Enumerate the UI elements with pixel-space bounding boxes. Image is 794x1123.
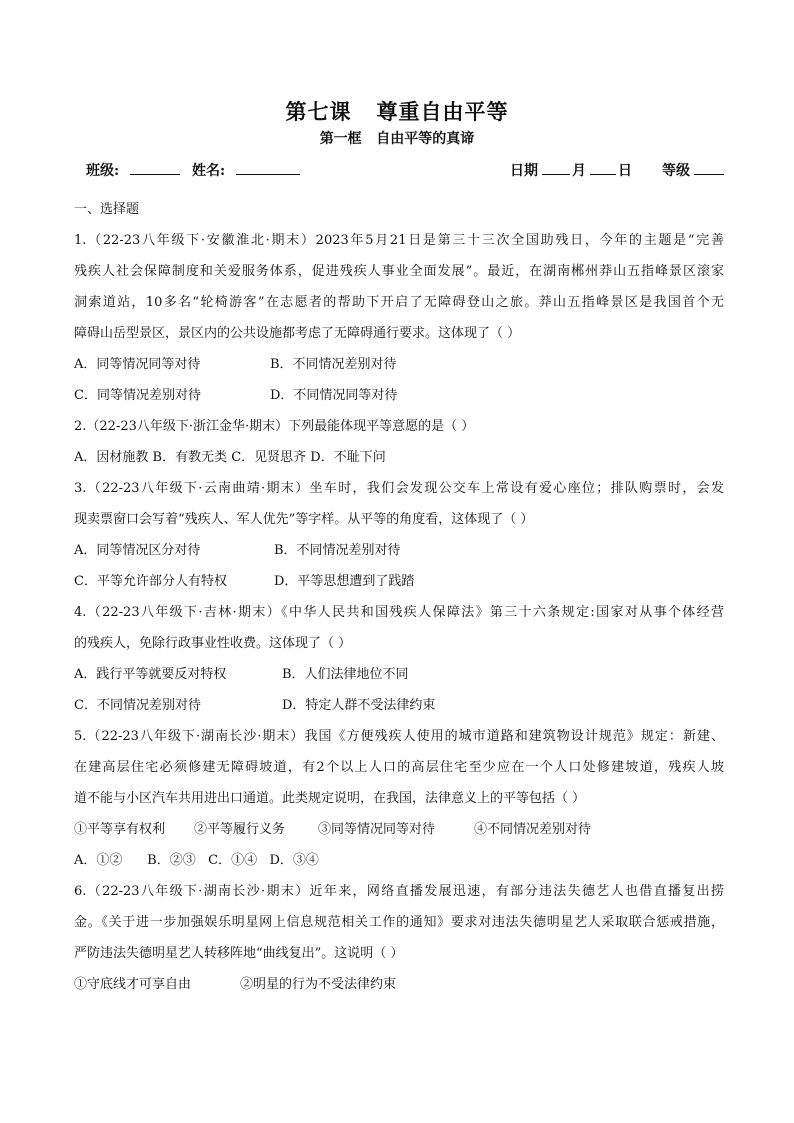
date-blank [542,160,570,179]
q6-item: ①守底线才可享自由 [74,977,192,992]
q1-options-row [74,380,724,411]
q3-line: 3.（22-23八年级下·云南曲靖·期末）坐车时，我们会发现公交车上常设有爱心座位；排队购票时，会发 [74,481,724,496]
q4-options-row [74,690,724,721]
q3-option-c: C．平等允许部分人有特权 [74,574,227,589]
page-subtitle: 第一框 自由平等的真谛 [319,131,475,147]
q5-item: ①平等享有权利 [74,822,166,837]
q5-line: 道不能与小区汽车共用进出口通道。此类规定说明，在我国，法律意义上的平等包括（ ） [74,791,586,806]
q2-options: A．因材施教 B．有教无类 C．见贤思齐 D．不耻下问 [74,450,386,465]
q6-item: ②明星的行为不受法律约束 [240,977,397,992]
name-label: 姓名: [192,163,226,179]
q4-line: 4.（22-23八年级下·吉林·期末）《中华人民共和国残疾人保障法》第三十六条规定:国家对从事个体经营 [74,605,724,620]
q5-item: ②平等履行义务 [194,822,286,837]
q6-line: 6.（22-23八年级下·湖南长沙·期末）近年来，网络直播发展迅速，有部分违法失德艺人也借直播复出捞 [74,884,724,899]
class-blank [130,160,180,179]
student-info-bar [86,160,726,180]
q3-line: 现卖票窗口会写着“残疾人、军人优先”等字样。从平等的角度看，这体现了（ ） [74,512,534,527]
q1-option-d: D．不同情况同等对待 [270,388,398,403]
q1-line: 残疾人社会保障制度和关爱服务体系，促进残疾人事业全面发展”。最近，在湖南郴州莽山五指峰景区滚家 [74,264,724,279]
q1-line: 障碍山岳型景区，景区内的公共设施都考虑了无障碍通行要求。这体现了（ ） [74,326,521,341]
q1-option-a: A．同等情况同等对待 [74,357,201,372]
month-blank [590,160,616,179]
q4-line: 的残疾人，免除行政事业性收费。这体现了（ ） [74,636,352,651]
q3-options-row [74,566,724,597]
q4-options-row [74,659,724,690]
q3-option-b: B．不同情况差别对待 [274,543,401,558]
q5-line: 在建高层住宅必须修建无障碍坡道，有2个以上人口的高层住宅至少应在一个人口处修建坡道，残疾人坡 [74,760,724,775]
grade-label: 等级 [662,163,690,179]
q2-stem: 2.（22-23八年级下·浙江金华·期末）下列最能体现平等意愿的是（ ） [74,419,475,434]
class-label: 班级: [86,163,120,179]
q5-item: ④不同情况差别对待 [474,822,592,837]
q1-line: 1.（22-23八年级下·安徽淮北·期末）2023年5月21日是第三十三次全国助残日，今年的主题是“完善 [74,233,724,248]
q5-items-row [74,814,724,845]
q4-option-d: D．特定人群不受法律约束 [282,698,436,713]
month-label: 月 [572,163,586,179]
q6-line: 严防违法失德明星艺人转移阵地“曲线复出”。这说明（ ） [74,946,404,961]
name-blank [236,160,300,179]
question-content [74,194,724,1000]
q3-option-d: D．平等思想遭到了践踏 [274,574,415,589]
q1-options-row [74,349,724,380]
day-label: 日 [618,163,632,179]
q6-line: 金。《关于进一步加强娱乐明星网上信息规范相关工作的通知》要求对违法失德明星艺人采取联合惩戒措施， [74,915,724,930]
date-label: 日期 [510,163,538,179]
q1-line: 洞索道站，10多名“轮椅游客”在志愿者的帮助下开启了无障碍登山之旅。莽山五指峰景区是我国首个无 [74,295,724,310]
q4-option-a: A．践行平等就要反对特权 [74,667,227,682]
q4-option-b: B．人们法律地位不同 [282,667,409,682]
q1-option-c: C．同等情况差别对待 [74,388,201,403]
section-heading: 一、选择题 [74,202,140,217]
grade-blank [694,160,724,179]
q1-option-b: B．不同情况差别对待 [270,357,397,372]
page-title: 第七课 尊重自由平等 [285,99,509,124]
q5-line: 5.（22-23八年级下·湖南长沙·期末）我国《方便残疾人使用的城市道路和建筑物设计规范》规定：新建、 [74,729,724,744]
q3-options-row [74,535,724,566]
q5-item: ③同等情况同等对待 [318,822,436,837]
q4-option-c: C．不同情况差别对待 [74,698,201,713]
q6-items-row [74,969,724,1000]
q3-option-a: A．同等情况区分对待 [74,543,201,558]
q5-options: A．①② B．②③ C．①④ D．③④ [74,853,319,868]
